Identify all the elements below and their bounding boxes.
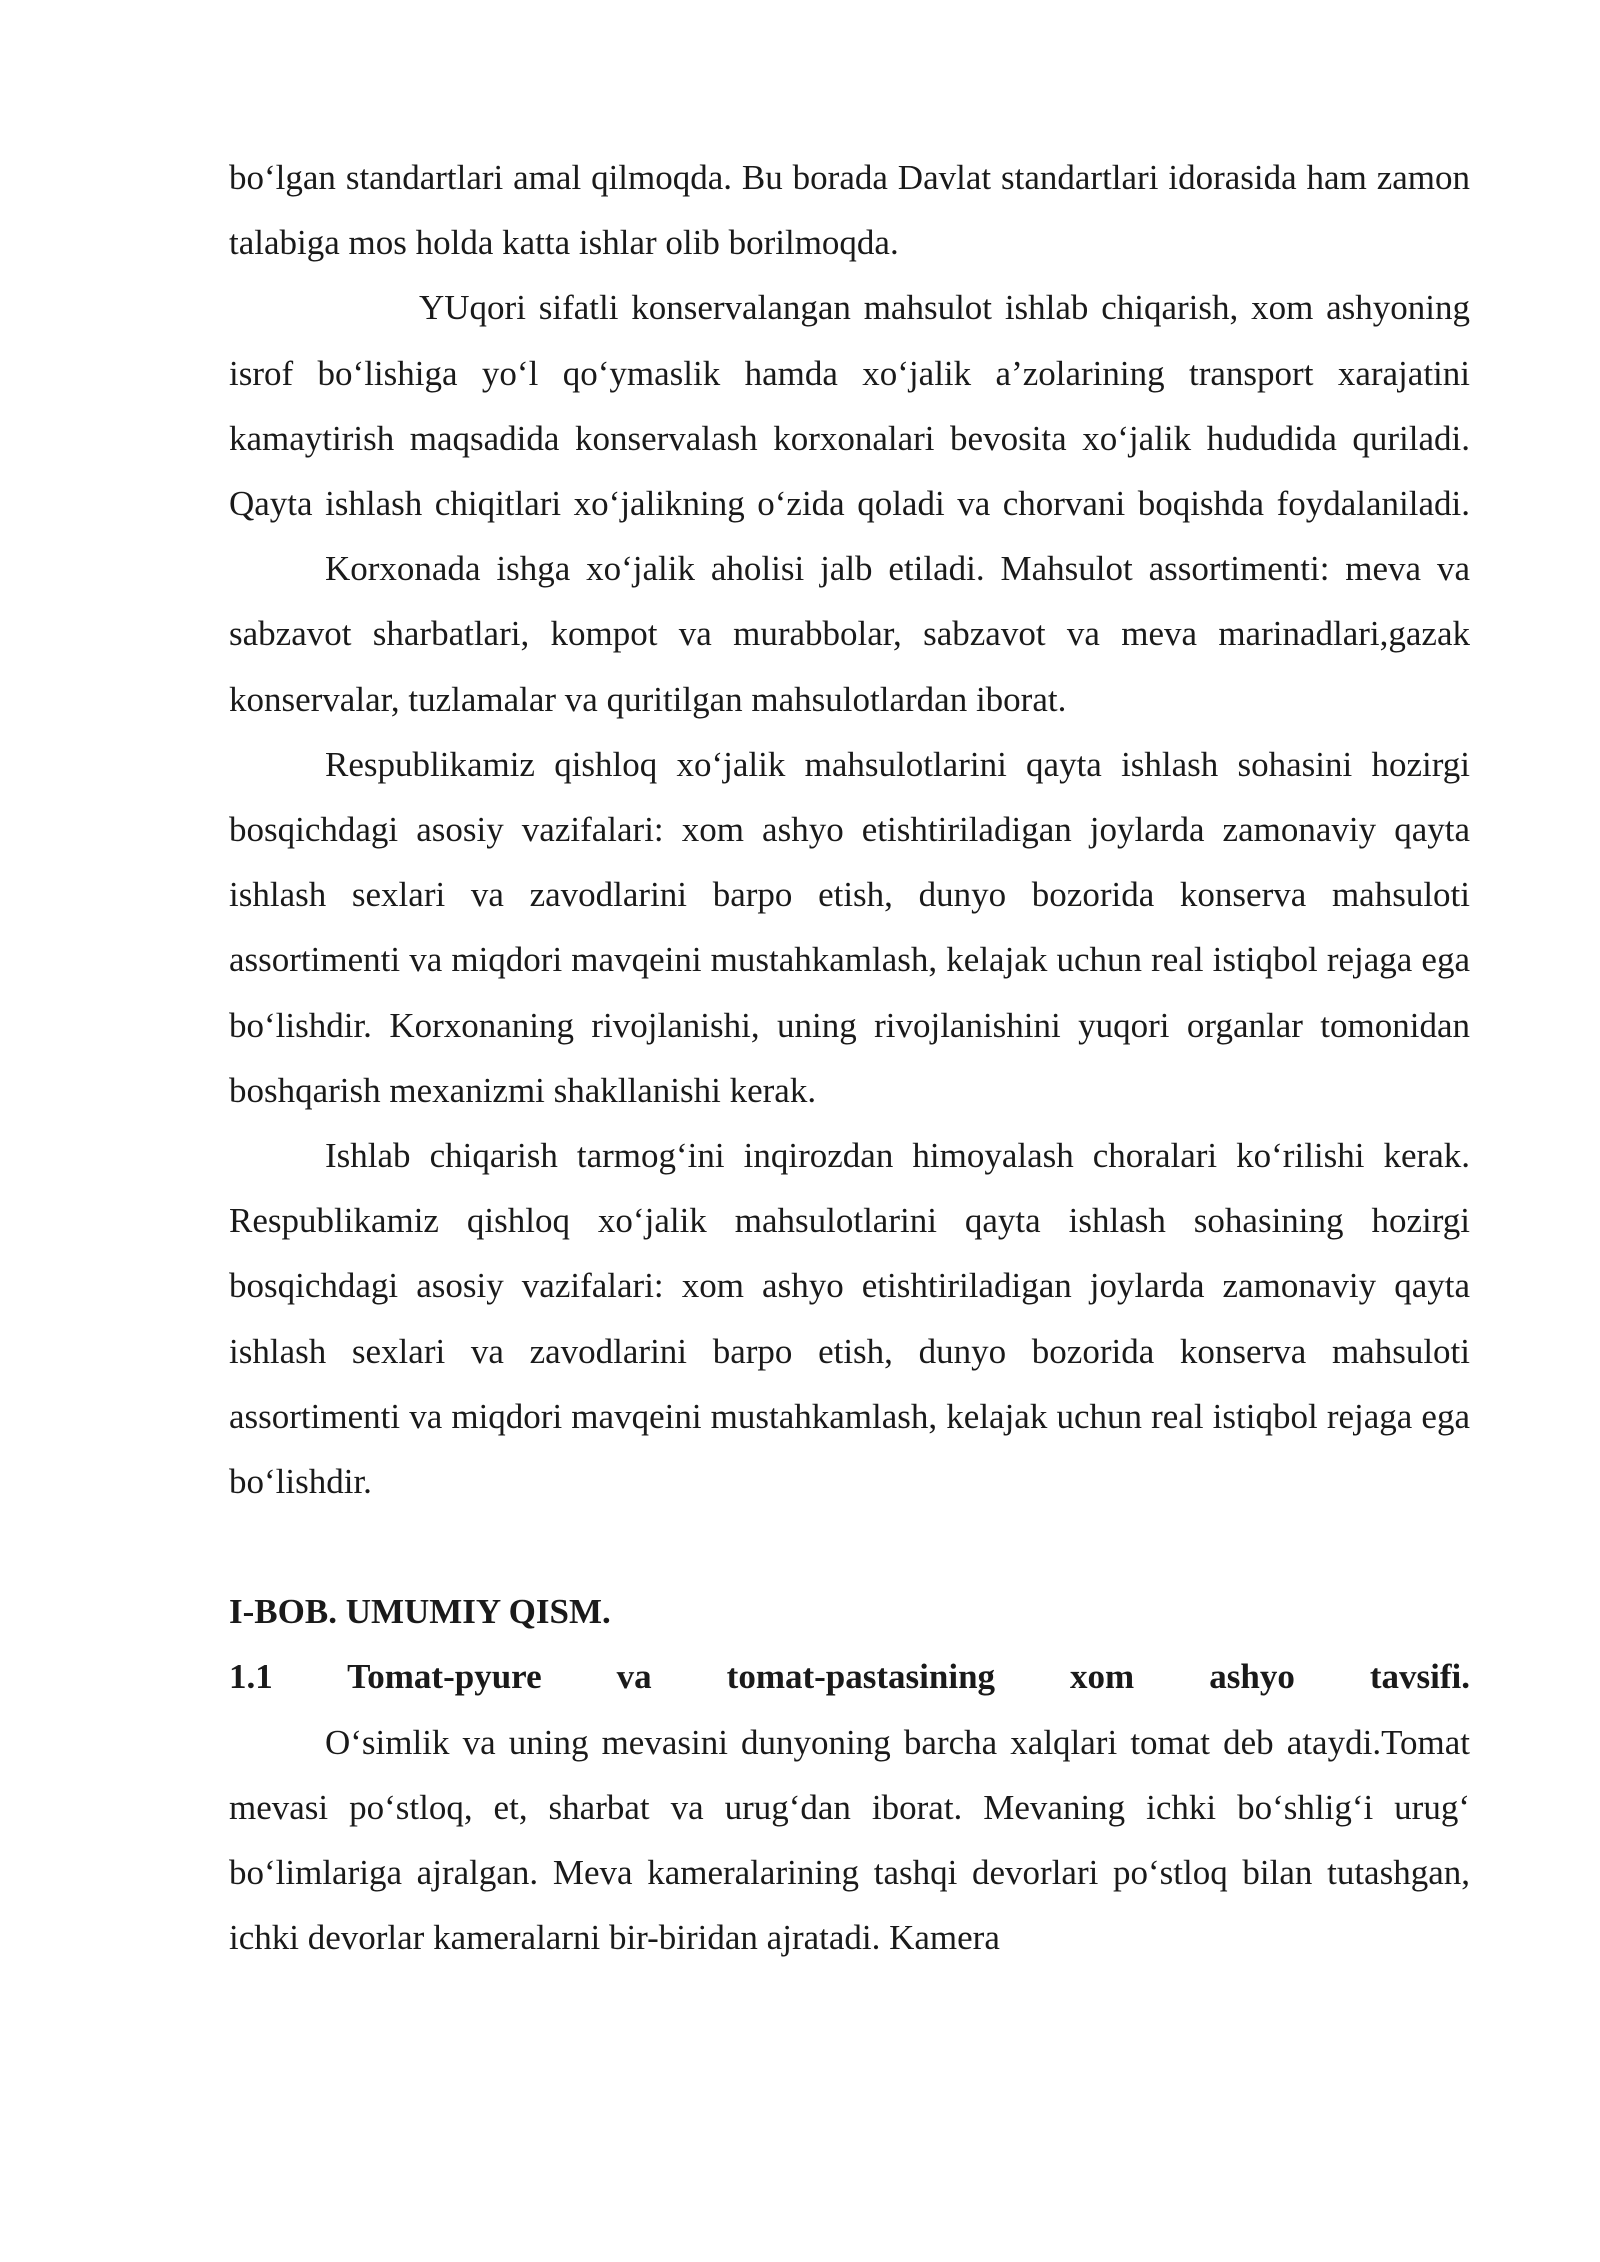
paragraph-crisis-protection: Ishlab chiqarish tarmogʻini inqirozdan himoyalash choralari koʻrilishi kerak. Respublikamiz qishloq xoʻjalik mahsulotlarini qayta ishlash sohasining hozirgi bosqichdagi asosiy vazifalari: xom ashyo etishtiriladigan joylarda zamonaviy qayta ishlash sexlari va zavodlarini barpo etish, dunyo bozorida konserva mahsuloti assortimenti va miqdori mavqeini mustahkamlash, kelajak uchun real istiqbol rejaga ega boʻlishdir. xyxy=(229,1136,1470,1502)
paragraph-canned-production: YUqori sifatli konservalangan mahsulot ishlab chiqarish, xom ashyoning isrof boʻlishiga yoʻl qoʻymaslik hamda xoʻjalik a’zolarining transport xarajatini kamaytirish maqsadida konservalash korxonalari bevosita xoʻjalik hududida quriladi. Qayta ishlash chiqitlari xoʻjalikning oʻzida qoladi va chorvani boqishda foydalaniladi. xyxy=(229,288,1470,524)
chapter-heading: I-BOB. UMUMIY QISM. xyxy=(229,1592,611,1632)
document-page xyxy=(229,145,1470,1970)
spacer xyxy=(229,1514,1470,1579)
paragraph-assortment: Korxonada ishga xoʻjalik aholisi jalb etiladi. Mahsulot assortimenti: meva va sabzavot sharbatlari, kompot va murabbolar, sabzavot va meva marinadlari,gazak konservalar, tuzlamalar va quritilgan mahsulotlardan iborat. xyxy=(229,549,1470,719)
paragraph-tasks: Respublikamiz qishloq xoʻjalik mahsulotlarini qayta ishlash sohasini hozirgi bosqichdagi asosiy vazifalari: xom ashyo etishtiriladigan joylarda zamonaviy qayta ishlash sexlari va zavodlarini barpo etish, dunyo bozorida konserva mahsuloti assortimenti va miqdori mavqeini mustahkamlash, kelajak uchun real istiqbol rejaga ega boʻlishdir. Korxonaning rivojlanishi, uning rivojlanishini yuqori organlar tomonidan boshqarish mexanizmi shakllanishi kerak. xyxy=(229,744,1470,1110)
paragraph-standards: boʻlgan standartlari amal qilmoqda. Bu borada Davlat standartlari idorasida ham zamon talabiga mos holda katta ishlar olib borilmoqda. xyxy=(229,158,1470,263)
section-heading: 1.1 Tomat-pyure va tomat-pastasining xom ashyo tavsifi. xyxy=(229,1657,1470,1697)
paragraph-tomato-description: Oʻsimlik va uning mevasini dunyoning barcha xalqlari tomat deb ataydi.Tomat mevasi poʻstloq, et, sharbat va urugʻdan iborat. Mevaning ichki boʻshligʻi urugʻ boʻlimlariga ajralgan. Meva kameralarining tashqi devorlari poʻstloq bilan tutashgan, ichki devorlar kameralarni bir-biridan ajratadi. Kamera xyxy=(229,1722,1470,1958)
